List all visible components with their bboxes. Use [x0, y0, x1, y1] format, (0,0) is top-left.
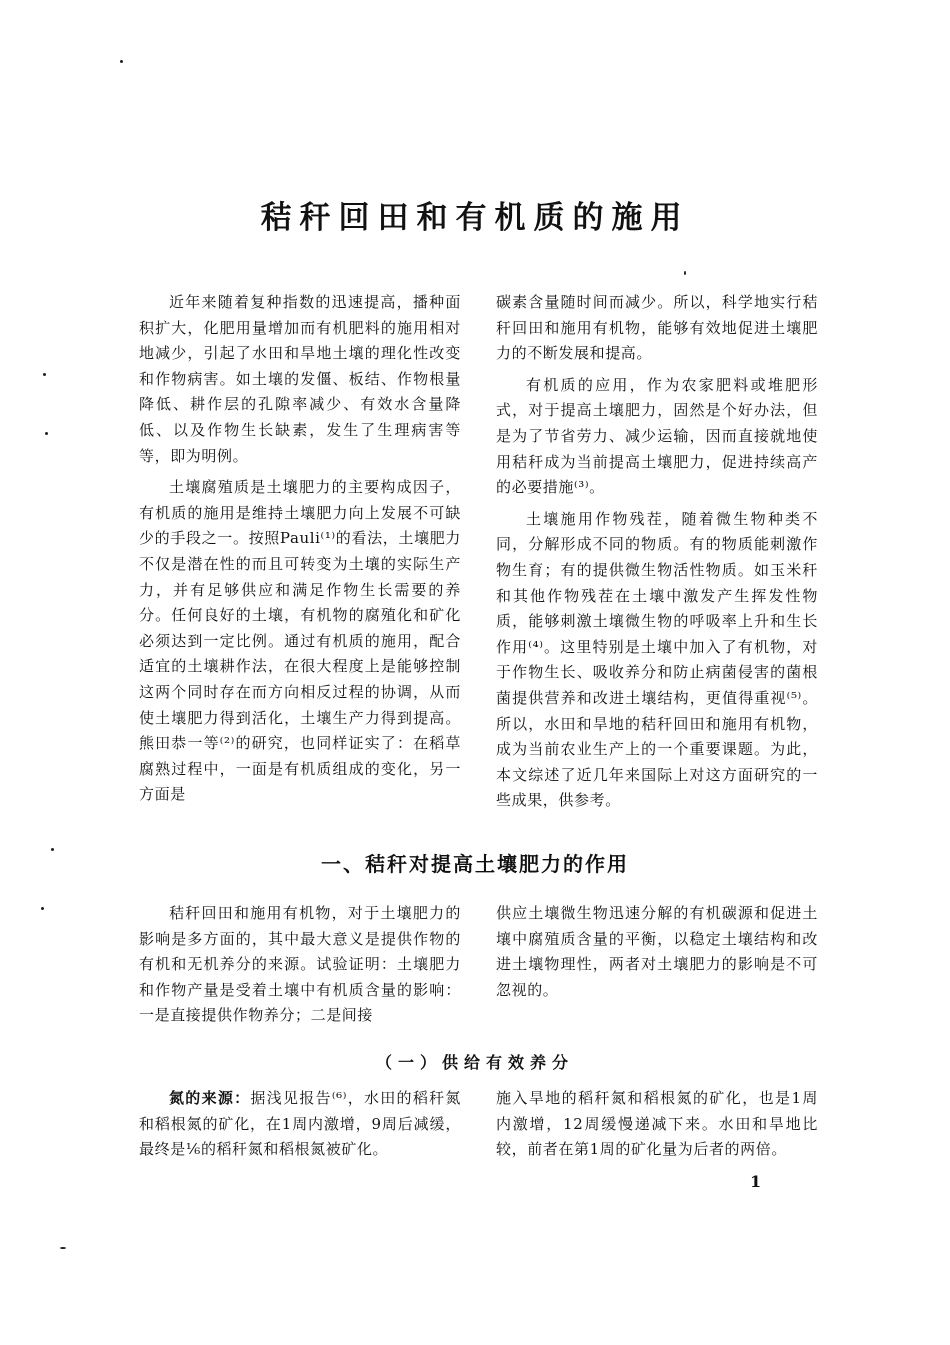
- subsection-left-column: [139, 1086, 461, 1163]
- section-right-column: [496, 901, 818, 1003]
- section-left-paragraph: 秸秆回田和施用有机物，对于土壤肥力的影响是多方面的，其中最大意义是提供作物的有机和无机养分的来源。试验证明：土壤肥力和作物产量是受着土壤中有机质含量的影响：一是直接提供作物养分；二是间接: [139, 904, 461, 1025]
- subsection-right-column: [496, 1086, 818, 1163]
- intro-right-paragraph-3: 土壤施用作物残茬，随着微生物种类不同，分解形成不同的物质。有的物质能刺激作物生育；有的提供微生物活性物质。如玉米秆和其他作物残茬在土壤中激发产生挥发性物质，能够刺激土壤微生物的呼吸率上升和生长作用⁽⁴⁾。这里特别是土壤中加入了有机物，对于作物生长、吸收养分和防止病菌侵害的菌根菌提供营养和改进土壤结构，更值得重视⁽⁵⁾。所以，水田和旱地的秸秆回田和施用有机物，成为当前农业生产上的一个重要课题。为此，本文综述了近几年来国际上对这方面研究的一些成果，供参考。: [496, 509, 818, 810]
- subsection-left-text: 据浅见报告⁽⁶⁾，水田的稻秆氮和稻根氮的矿化，在1周内激增，9周后减缓，最终是⅙的稻秆氮和稻根氮被矿化。: [139, 1089, 461, 1159]
- intro-left-paragraph-1: 近年来随着复种指数的迅速提高，播种面积扩大，化肥用量增加而有机肥料的施用相对地减少，引起了水田和旱地土壤的理化性改变和作物病害。如土壤的发僵、板结、作物根量降低、耕作层的孔隙率减少、有效水含量降低、以及作物生长缺素，发生了生理病害等等，即为明例。: [139, 293, 461, 465]
- intro-right-paragraph-1: 碳素含量随时间而减少。所以，科学地实行秸秆回田和施用有机物，能够有效地促进土壤肥力的不断发展和提高。: [496, 293, 818, 363]
- scan-speck: [45, 432, 48, 435]
- subsection-heading: （一）供给有效养分: [375, 1053, 574, 1072]
- intro-left-column: [139, 290, 461, 808]
- scan-speck: [684, 271, 686, 275]
- subsection-left-paragraph: [139, 1086, 461, 1163]
- section-heading: 一、秸秆对提高土壤肥力的作用: [321, 852, 629, 876]
- scan-speck: [60, 1247, 66, 1249]
- intro-right-column: [496, 290, 818, 814]
- intro-right-paragraph-2: 有机质的应用，作为农家肥料或堆肥形式，对于提高土壤肥力，固然是个好办法，但是为了节省劳力、减少运输，因而直接就地使用秸秆成为当前提高土壤肥力，促进持续高产的必要措施⁽³⁾。: [496, 375, 818, 497]
- scan-speck: [120, 60, 123, 63]
- page-number: 1: [750, 1172, 762, 1191]
- scan-speck: [41, 907, 44, 910]
- page-title: 秸秆回田和有机质的施用: [260, 200, 690, 236]
- section-right-paragraph: 供应土壤微生物迅速分解的有机碳源和促进土壤中腐殖质含量的平衡，以稳定土壤结构和改进土壤物理性，两者对土壤肥力的影响是不可忽视的。: [496, 904, 818, 999]
- scan-speck: [51, 848, 54, 851]
- scan-speck: [43, 373, 46, 376]
- nitrogen-source-lead: 氮的来源：: [169, 1089, 251, 1107]
- intro-left-paragraph-2: 土壤腐殖质是土壤肥力的主要构成因子，有机质的施用是维持土壤肥力向上发展不可缺少的手段之一。按照Pauli⁽¹⁾的看法，土壤肥力不仅是潜在性的而且可转变为土壤的实际生产力，并有足够供应和满足作物生长需要的养分。任何良好的土壤，有机物的腐殖化和矿化必须达到一定比例。通过有机质的施用，配合适宜的土壤耕作法，在很大程度上是能够控制这两个同时存在而方向相反过程的协调，从而使土壤肥力得到活化，土壤生产力得到提高。熊田恭一等⁽²⁾的研究，也同样证实了：在稻草腐熟过程中，一面是有机质组成的变化，另一方面是: [139, 478, 461, 804]
- section-left-column: [139, 901, 461, 1029]
- subsection-right-paragraph: 施入旱地的稻秆氮和稻根氮的矿化，也是1周内激增，12周缓慢递减下来。水田和旱地比较，前者在第1周的矿化量为后者的两倍。: [496, 1089, 818, 1159]
